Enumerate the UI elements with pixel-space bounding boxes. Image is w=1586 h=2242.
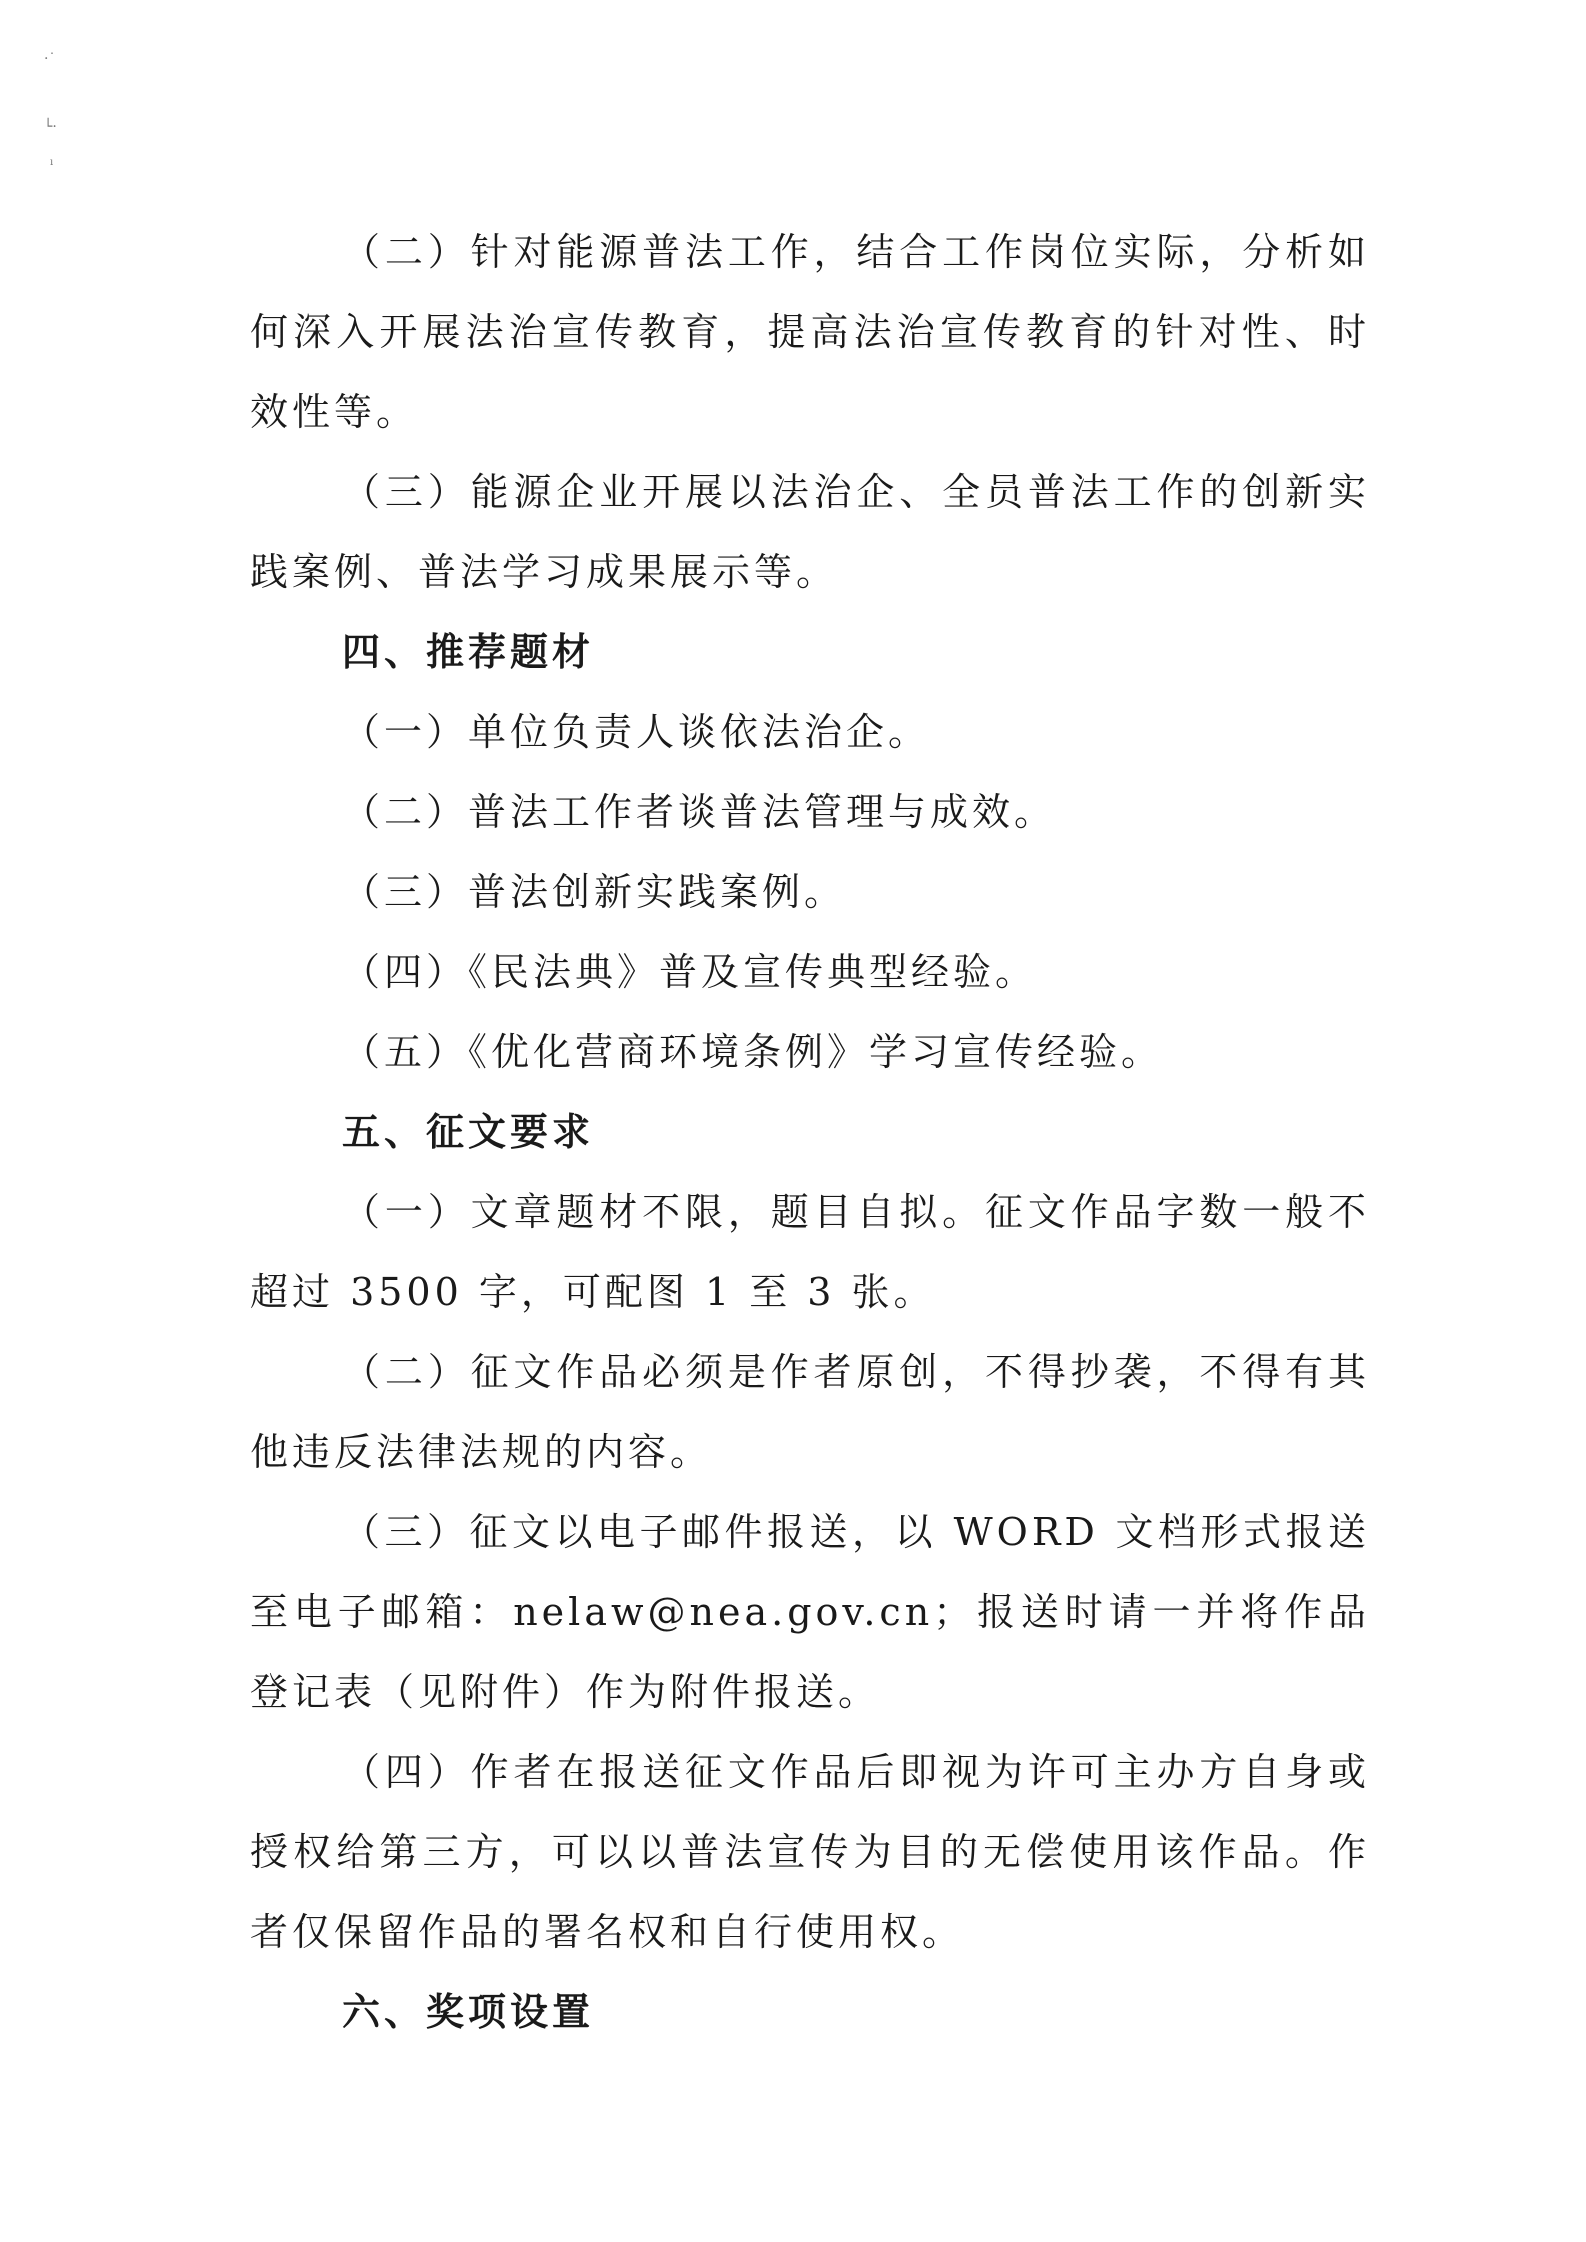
paragraph: （三）能源企业开展以法治企、全员普法工作的创新实践案例、普法学习成果展示等。 — [250, 470, 1370, 594]
paragraph: （四）作者在报送征文作品后即视为许可主办方自身或授权给第三方，可以以普法宣传为目的无偿使用该作品。作者仅保留作品的署名权和自行使用权。 — [250, 1750, 1370, 1954]
section-heading: 六、奖项设置 — [342, 1989, 595, 2034]
paragraph: （一）文章题材不限，题目自拟。征文作品字数一般不超过 3500 字，可配图 1 至 3 张。 — [250, 1190, 1370, 1314]
paragraph: （二）征文作品必须是作者原创，不得抄袭，不得有其他违反法律法规的内容。 — [250, 1350, 1370, 1474]
paragraph: （三）普法创新实践案例。 — [342, 870, 847, 914]
paragraph: （二）普法工作者谈普法管理与成效。 — [342, 790, 1057, 834]
paragraph: （五）《优化营商环境条例》学习宣传经验。 — [342, 1030, 1164, 1074]
paragraph: （一）单位负责人谈依法治企。 — [342, 710, 931, 754]
paragraph: （二）针对能源普法工作，结合工作岗位实际，分析如何深入开展法治宣传教育，提高法治宣传教育的针对性、时效性等。 — [250, 230, 1370, 434]
section-heading: 五、征文要求 — [342, 1109, 595, 1154]
scan-mark-decoration: ·˙ — [44, 51, 56, 67]
scan-mark-decoration: └· — [44, 119, 57, 135]
section-heading: 四、推荐题材 — [342, 629, 595, 674]
paragraph: （三）征文以电子邮件报送，以 WORD 文档形式报送至电子邮箱：nelaw@nea.gov.cn；报送时请一并将作品登记表（见附件）作为附件报送。 — [250, 1510, 1370, 1714]
paragraph: （四）《民法典》普及宣传典型经验。 — [342, 950, 1038, 994]
scan-mark-decoration: ı — [50, 157, 54, 168]
document-body — [250, 212, 1370, 2052]
